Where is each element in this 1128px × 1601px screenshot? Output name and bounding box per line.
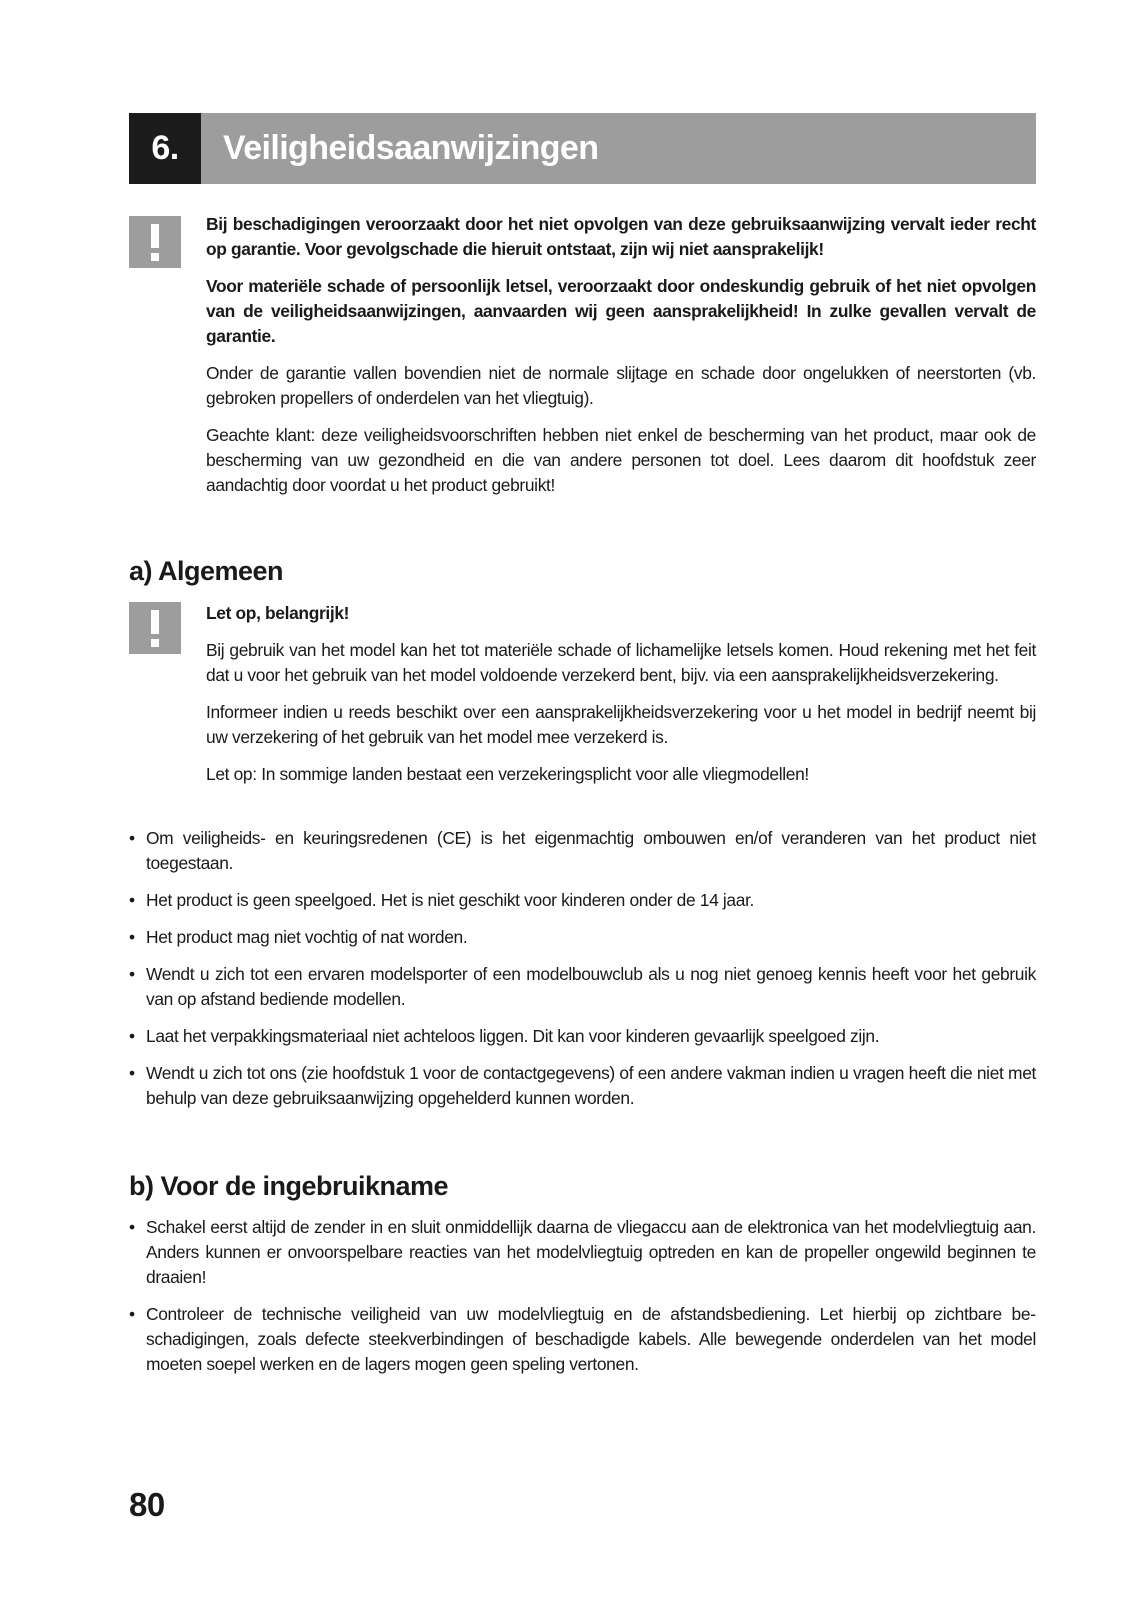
list-item: • Wendt u zich tot een ervaren modelsporter of een modelbouwclub als u nog niet genoeg kennis heeft voor het gebruik van op afstand bediende modellen. xyxy=(129,964,1036,1009)
chapter-title: Veiligheidsaanwijzingen xyxy=(223,129,599,167)
list-item: • Wendt u zich tot ons (zie hoofdstuk 1 voor de contactgegevens) of een andere vakman indien u vragen heeft die niet met behulp van deze gebruiksaanwijzing opgehelderd kunnen worden. xyxy=(129,1063,1036,1108)
list-item: • Schakel eerst altijd de zender in en sluit onmiddellijk daarna de vliegaccu aan de elektronica van het modelvliegtuig aan. Anders kunnen er onvoorspelbare reacties van het modelvliegtuig optreden en kan de propeller ongewild beginnen te draaien! xyxy=(129,1217,1036,1287)
bullet-icon: • xyxy=(129,890,135,910)
bullet-icon: • xyxy=(129,828,135,848)
exclamation-icon xyxy=(129,602,181,654)
bullet-icon: • xyxy=(129,964,135,984)
bullet-icon: • xyxy=(129,927,135,947)
section-b-bullet-list xyxy=(129,1215,1036,1377)
page-number: 80 xyxy=(129,1486,165,1523)
bullet-icon: • xyxy=(129,1063,135,1083)
list-item: • Laat het verpakkingsmateriaal niet achteloos liggen. Dit kan voor kinderen gevaarlijk speelgoed zijn. xyxy=(129,1024,1036,1049)
section-b-heading: b) Voor de ingebruikname xyxy=(129,1171,449,1201)
intro-paragraph-2: Voor materiële schade of persoonlijk letsel, veroorzaakt door ondeskundig gebruik of het niet opvolgen van de veiligheidsaanwijzingen, aanvaarden wij geen aansprakelijkheid! In zulke gevallen vervalt de garantie. xyxy=(206,276,1036,346)
bullet-icon: • xyxy=(129,1217,135,1237)
intro-paragraph-4: Geachte klant: deze veiligheidsvoorschriften hebben niet enkel de bescherming van het product, maar ook de bescherming van uw gezondheid en die van andere personen tot doel. Lees daarom dit hoofdstuk zeer aandachtig door voordat u het product gebruikt! xyxy=(206,425,1036,495)
section-a-heading: a) Algemeen xyxy=(129,556,284,586)
notice-title: Let op, belangrijk! xyxy=(206,603,350,623)
section-a-bullet-list xyxy=(129,826,1036,1111)
bullet-icon: • xyxy=(129,1304,135,1324)
list-item: • Controleer de technische veiligheid van uw modelvliegtuig en de afstandsbediening. Let hierbij op zichtbare beschadigingen, zoals defecte steekverbindingen of beschadigde kabels. Alle bewegende onderdelen van het model moeten soepel werken en de lagers mogen geen speling vertonen. xyxy=(129,1304,1036,1374)
notice-paragraph-2: Informeer indien u reeds beschikt over een aansprakelijkheidsverzekering voor u het model in bedrijf neemt bij uw verzekering of het gebruik van het model mee verzekerd is. xyxy=(206,702,1036,747)
intro-paragraph-1: Bij beschadigingen veroorzaakt door het niet opvolgen van deze gebruiksaanwijzing vervalt ieder recht op garantie. Voor gevolgschade die hieruit ontstaat, zijn wij niet aansprakelijk! xyxy=(206,214,1036,259)
chapter-header xyxy=(129,113,1036,184)
list-item: • Het product mag niet vochtig of nat worden. xyxy=(129,925,1036,950)
notice-block xyxy=(206,601,1036,787)
notice-paragraph-3: Let op: In sommige landen bestaat een verzekeringsplicht voor alle vliegmodellen! xyxy=(206,764,809,784)
list-item: • Om veiligheids- en keuringsredenen (CE) is het eigenmachtig ombouwen en/of veranderen van het product niet toegestaan. xyxy=(129,828,1036,873)
exclamation-icon xyxy=(129,216,181,268)
notice-paragraph-1: Bij gebruik van het model kan het tot materiële schade of lichamelijke letsels komen. Houd rekening met het feit dat u voor het gebruik van het model voldoende verzekerd bent, bijv. via een aansprakelijkheidsverzekering. xyxy=(206,640,1036,685)
intro-paragraph-3: Onder de garantie vallen bovendien niet de normale slijtage en schade door ongelukken of neerstorten (vb. gebroken propellers of onderdelen van het vliegtuig). xyxy=(206,363,1036,408)
list-item: • Het product is geen speelgoed. Het is niet geschikt voor kinderen onder de 14 jaar. xyxy=(129,888,1036,913)
intro-block xyxy=(206,212,1036,498)
bullet-icon: • xyxy=(129,1026,135,1046)
chapter-number: 6. xyxy=(129,113,201,184)
